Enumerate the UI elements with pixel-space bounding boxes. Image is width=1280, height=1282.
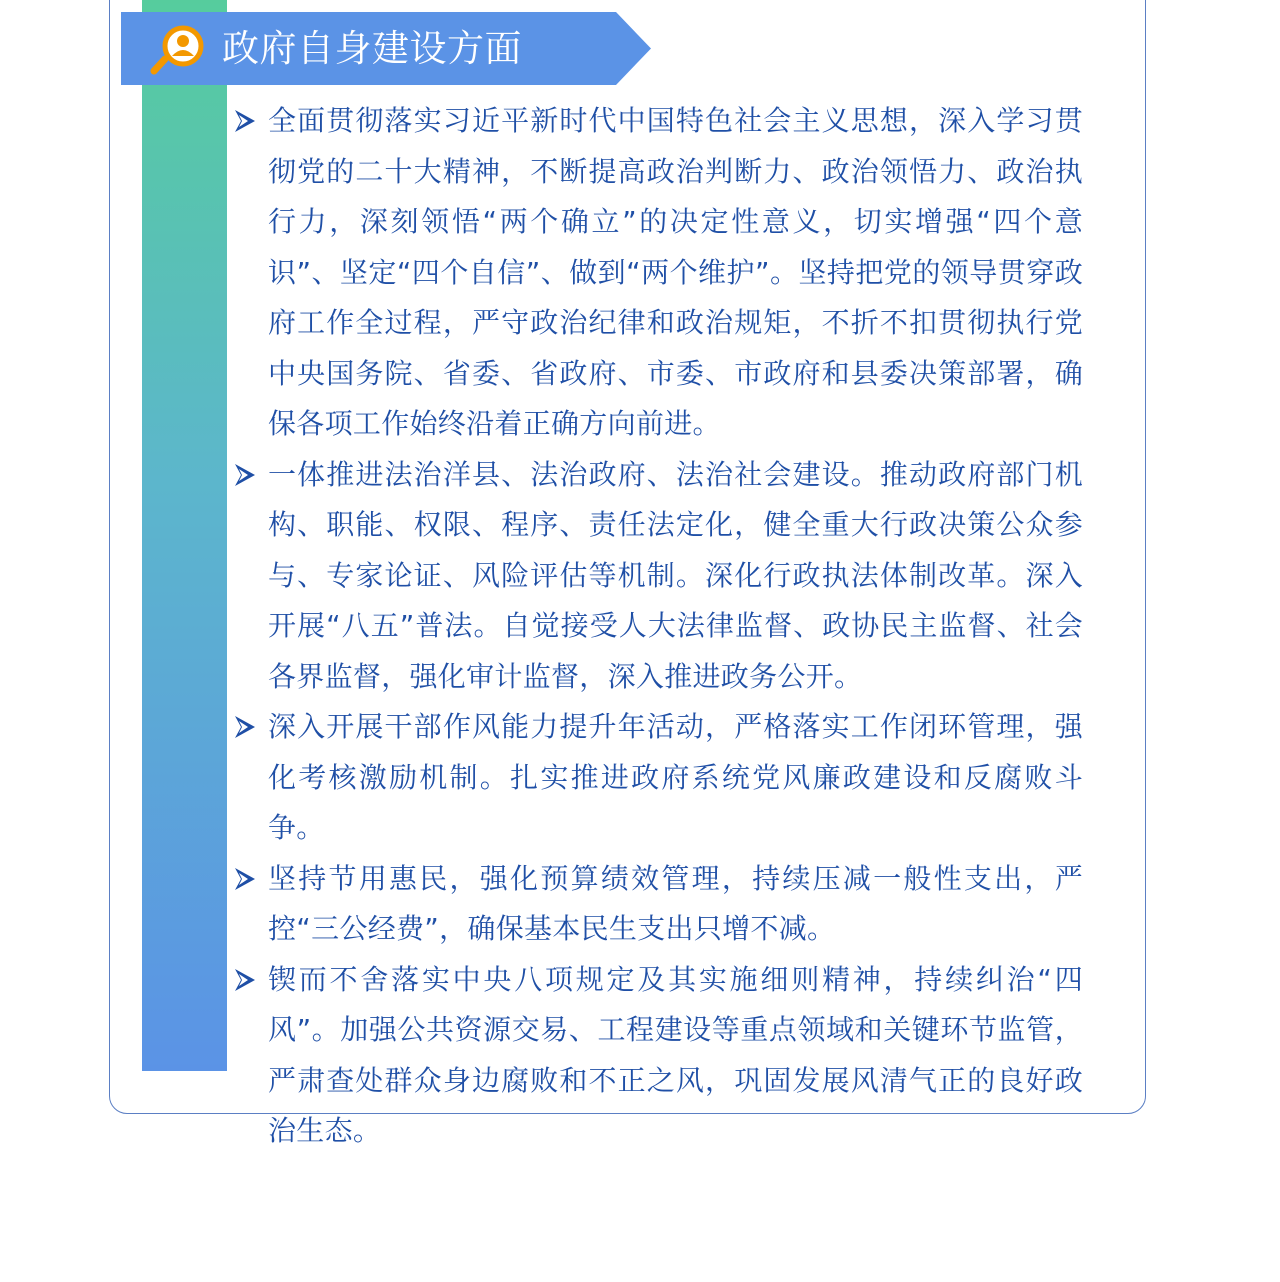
list-item-text: 一体推进法治洋县、法治政府、法治社会建设。推动政府部门机构、职能、权限、程序、责任法定化，健全重大行政决策公众参与、专家论证、风险评估等机制。深化行政执法体制改革。深入开展“八五”普法。自觉接受人大法律监督、政协民主监督、社会各界监督，强化审计监督，深入推进政务公开。 (268, 457, 1083, 693)
list-item (233, 955, 1083, 1157)
measures-list (233, 96, 1083, 1157)
section-banner (121, 12, 651, 85)
list-item-text: 坚持节用惠民，强化预算绩效管理，持续压减一般性支出，严控“三公经费”，确保基本民生支出只增不减。 (268, 861, 1083, 945)
list-item-text: 全面贯彻落实习近平新时代中国特色社会主义思想，深入学习贯彻党的二十大精神，不断提高政治判断力、政治领悟力、政治执行力，深刻领悟“两个确立”的决定性意义，切实增强“四个意识”、坚定“四个自信”、做到“两个维护”。坚持把党的领导贯穿政府工作全过程，严守政治纪律和政治规矩，不折不扣贯彻执行党中央国务院、省委、省政府、市委、市政府和县委决策部署，确保各项工作始终沿着正确方向前进。 (268, 104, 1083, 440)
arrow-bullet-icon (233, 714, 257, 740)
list-item (233, 854, 1083, 955)
list-item (233, 450, 1083, 703)
section-title: 政府自身建设方面 (222, 27, 522, 70)
arrow-bullet-icon (233, 462, 257, 488)
arrow-bullet-icon (233, 866, 257, 892)
arrow-bullet-icon (233, 108, 257, 134)
list-item (233, 702, 1083, 854)
side-gradient-bar (142, 0, 227, 1071)
arrow-bullet-icon (233, 967, 257, 993)
list-item (233, 96, 1083, 450)
list-item-text: 锲而不舍落实中央八项规定及其实施细则精神，持续纠治“四风”。加强公共资源交易、工程建设等重点领域和关键环节监管，严肃查处群众身边腐败和不正之风，巩固发展风清气正的良好政治生态。 (268, 962, 1083, 1147)
list-item-text: 深入开展干部作风能力提升年活动，严格落实工作闭环管理，强化考核激励机制。扎实推进政府系统党风廉政建设和反腐败斗争。 (268, 710, 1083, 844)
magnifier-user-icon (149, 24, 209, 78)
